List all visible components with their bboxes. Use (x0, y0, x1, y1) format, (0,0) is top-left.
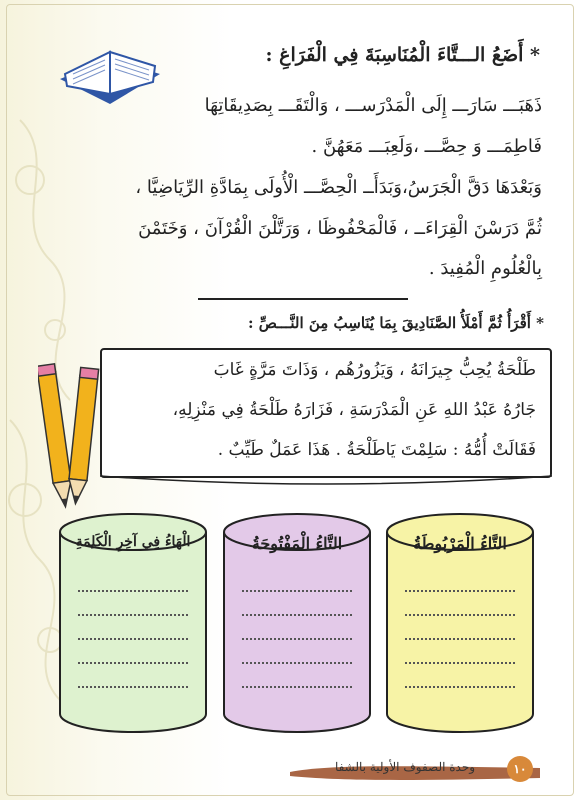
answer-line[interactable] (242, 662, 352, 664)
answer-box-open-taa[interactable] (222, 512, 372, 734)
exercise1-line: فَاطِمَـــ وَ حِصَّـــ ،وَلَعِبَـــ مَعَهُنَّ . (311, 136, 542, 157)
page-curl-decoration (100, 474, 552, 488)
answer-box-title: الْهَاءُ فِي آخِرِ الْكَلِمَةِ (75, 534, 191, 550)
answer-line[interactable] (78, 638, 188, 640)
exercise2-heading: * أَقْرَأُ ثُمَّ أَمْلَأُ الصَّنَادِيقَ بِمَا يُنَاسِبُ مِنَ النَّـــصِّ : (248, 314, 544, 332)
answer-line[interactable] (242, 614, 352, 616)
exercise1-line: ثُمَّ دَرَسْنَ الْقِرَاءَــ ، فَالْمَحْفُوظَا ، وَرَتَّلْنَ الْقُرْآنَ ، وَخَتَمْنَ (138, 218, 542, 239)
page-number: ١٠ (507, 756, 533, 782)
passage-line: جَارُهُ عَبْدُ اللهِ عَنِ الْمَدْرَسَةِ ، فَزَارَهُ طَلْحَةُ فِي مَنْزِلِهِ، (172, 400, 536, 420)
reading-passage-box (100, 348, 552, 478)
answer-box-title: التَّاءُ الْمَرْبُوطَةُ (413, 534, 507, 553)
answer-line[interactable] (78, 662, 188, 664)
footer-text: وحدة الصفوف الأولية بالشفا (334, 760, 476, 774)
answer-line[interactable] (405, 662, 515, 664)
answer-box-title: التَّاءُ الْمَفْتُوحَةُ (251, 534, 343, 553)
answer-line[interactable] (405, 686, 515, 688)
exercise1-line: بِالْعُلُومِ الْمُفِيدَ . (428, 258, 542, 279)
answer-line[interactable] (405, 638, 515, 640)
answer-line[interactable] (405, 590, 515, 592)
exercise1-line: وَبَعْدَهَا دَقَّ الْجَرَسُ،وَبَدَأَــ الْحِصَّـــ الْأُولَى بِمَادَّةِ الرِّيَاضِيَّا ، (135, 177, 542, 198)
pencils-icon (38, 352, 104, 512)
answer-box-haa-ending[interactable] (58, 512, 208, 734)
exercise1-line: ذَهَبَـــ سَارَـــ إِلَى الْمَدْرَســـ ، وَالْتَقَـــ بِصَدِيقَاتِهَا (204, 95, 542, 116)
exercise1-heading: * أَضَعُ الـــتَّاءَ الْمُنَاسِبَةَ فِي الْفَرَاغِ : (265, 44, 540, 66)
answer-box-closed-taa[interactable] (385, 512, 535, 734)
passage-line: فَقَالَتْ أُمُّهُ : سَلِمْتَ يَاطَلْحَةُ . هَذَا عَمَلٌ طَيِّبٌ . (217, 440, 536, 460)
answer-line[interactable] (242, 638, 352, 640)
section-divider (198, 298, 408, 300)
answer-line[interactable] (242, 686, 352, 688)
answer-line[interactable] (242, 590, 352, 592)
answer-line[interactable] (78, 614, 188, 616)
passage-line: طَلْحَةُ يُحِبُّ جِيرَانَهُ ، وَيَزُورُهُم ، وَذَاتَ مَرَّةٍ غَابَ (213, 360, 536, 380)
answer-line[interactable] (78, 590, 188, 592)
answer-line[interactable] (78, 686, 188, 688)
answer-line[interactable] (405, 614, 515, 616)
